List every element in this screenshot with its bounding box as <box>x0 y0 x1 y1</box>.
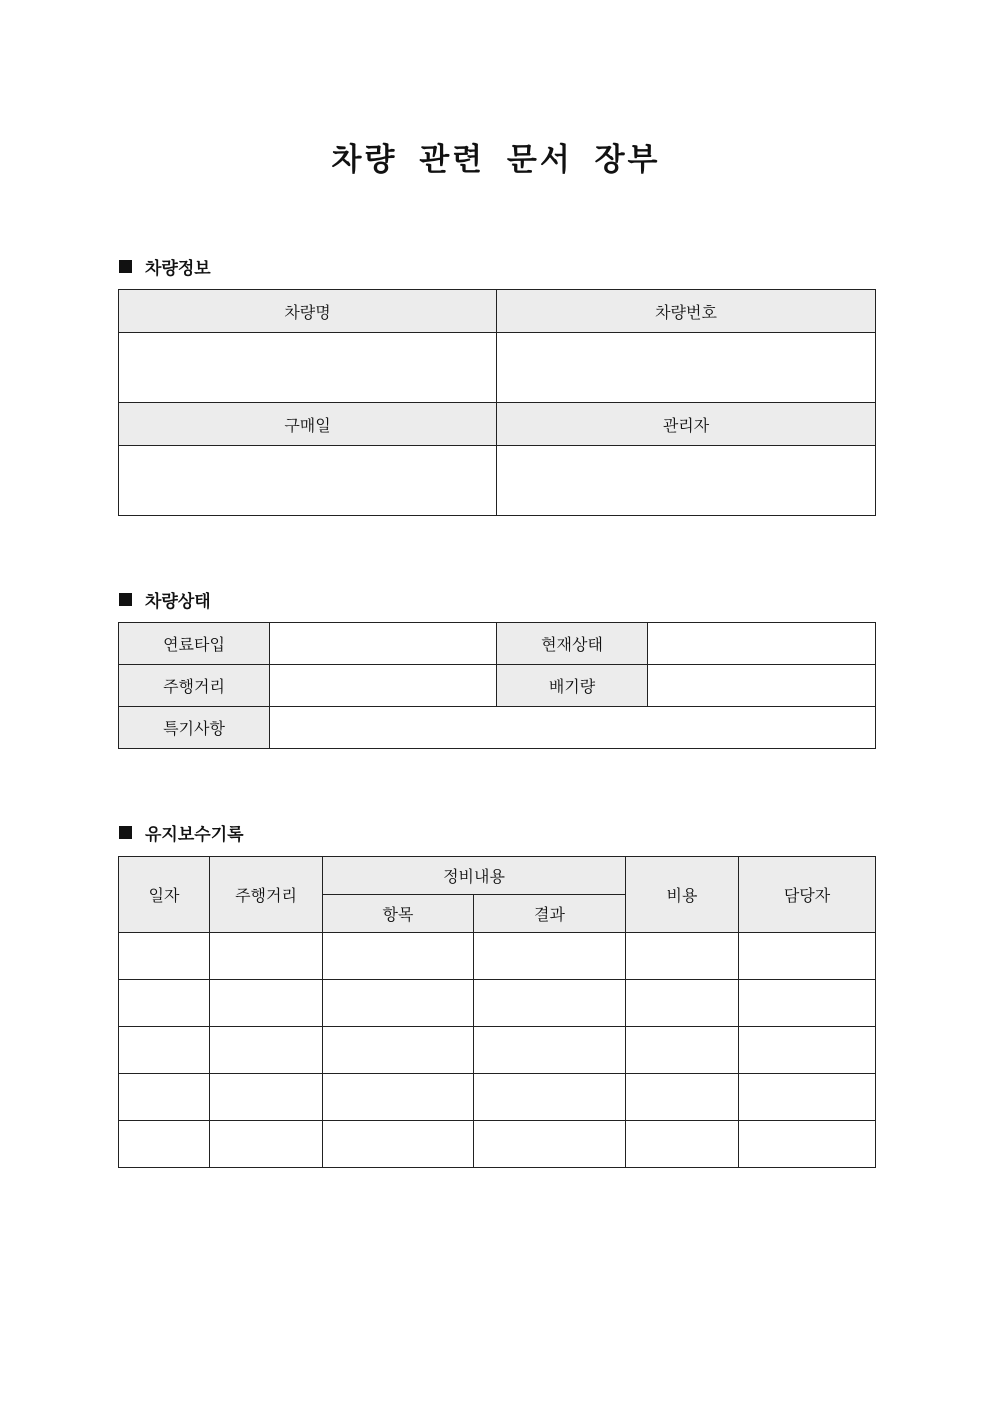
vehicle-number-cell[interactable] <box>497 333 876 403</box>
table-cell[interactable] <box>626 933 739 980</box>
table-row <box>119 1121 876 1168</box>
table-cell[interactable] <box>323 933 474 980</box>
table-cell[interactable] <box>323 1027 474 1074</box>
remarks-cell[interactable] <box>270 707 876 749</box>
table-cell[interactable] <box>210 980 323 1027</box>
table-row <box>119 980 876 1027</box>
table-cell[interactable] <box>119 1027 210 1074</box>
table-cell[interactable] <box>739 1121 876 1168</box>
mileage-label: 주행거리 <box>119 665 270 707</box>
current-status-label: 현재상태 <box>497 623 648 665</box>
displacement-label: 배기량 <box>497 665 648 707</box>
table-row <box>119 933 876 980</box>
section-heading-label: 차량정보 <box>145 259 211 279</box>
table-cell[interactable] <box>323 1121 474 1168</box>
section-heading-label: 유지보수기록 <box>145 825 244 845</box>
square-bullet-icon <box>119 593 132 606</box>
vehicle-number-label: 차량번호 <box>497 290 876 333</box>
date-column-header: 일자 <box>119 857 210 933</box>
table-cell[interactable] <box>626 1074 739 1121</box>
section-heading-maintenance <box>119 820 244 845</box>
purchase-date-cell[interactable] <box>119 446 497 516</box>
table-cell[interactable] <box>626 1121 739 1168</box>
table-cell[interactable] <box>474 980 626 1027</box>
cost-column-header: 비용 <box>626 857 739 933</box>
fuel-type-label: 연료타입 <box>119 623 270 665</box>
manager-label: 관리자 <box>497 403 876 446</box>
vehicle-info-table <box>118 289 876 516</box>
vehicle-status-table <box>118 622 876 749</box>
table-row <box>119 1074 876 1121</box>
table-cell[interactable] <box>474 1027 626 1074</box>
page-title: 차량 관련 문서 장부 <box>331 142 661 178</box>
remarks-label: 특기사항 <box>119 707 270 749</box>
table-cell[interactable] <box>474 933 626 980</box>
square-bullet-icon <box>119 260 132 273</box>
mileage-cell[interactable] <box>270 665 497 707</box>
displacement-cell[interactable] <box>648 665 876 707</box>
result-column-header: 결과 <box>474 895 626 933</box>
table-cell[interactable] <box>626 980 739 1027</box>
fuel-type-cell[interactable] <box>270 623 497 665</box>
person-column-header: 담당자 <box>739 857 876 933</box>
vehicle-name-cell[interactable] <box>119 333 497 403</box>
table-cell[interactable] <box>210 933 323 980</box>
table-cell[interactable] <box>474 1121 626 1168</box>
table-cell[interactable] <box>119 980 210 1027</box>
vehicle-name-label: 차량명 <box>119 290 497 333</box>
table-cell[interactable] <box>323 1074 474 1121</box>
section-heading-vehicle-info <box>119 254 211 279</box>
table-cell[interactable] <box>323 980 474 1027</box>
mileage-column-header: 주행거리 <box>210 857 323 933</box>
table-cell[interactable] <box>119 1074 210 1121</box>
table-cell[interactable] <box>739 933 876 980</box>
square-bullet-icon <box>119 826 132 839</box>
service-column-header: 정비내용 <box>323 857 626 895</box>
current-status-cell[interactable] <box>648 623 876 665</box>
table-cell[interactable] <box>739 1074 876 1121</box>
table-cell[interactable] <box>474 1074 626 1121</box>
table-cell[interactable] <box>210 1027 323 1074</box>
table-cell[interactable] <box>739 1027 876 1074</box>
table-cell[interactable] <box>210 1074 323 1121</box>
table-cell[interactable] <box>119 933 210 980</box>
maintenance-table <box>118 856 876 1168</box>
section-heading-vehicle-status <box>119 587 211 612</box>
table-cell[interactable] <box>119 1121 210 1168</box>
manager-cell[interactable] <box>497 446 876 516</box>
purchase-date-label: 구매일 <box>119 403 497 446</box>
item-column-header: 항목 <box>323 895 474 933</box>
table-cell[interactable] <box>739 980 876 1027</box>
table-row <box>119 1027 876 1074</box>
table-cell[interactable] <box>626 1027 739 1074</box>
table-cell[interactable] <box>210 1121 323 1168</box>
section-heading-label: 차량상태 <box>145 592 211 612</box>
